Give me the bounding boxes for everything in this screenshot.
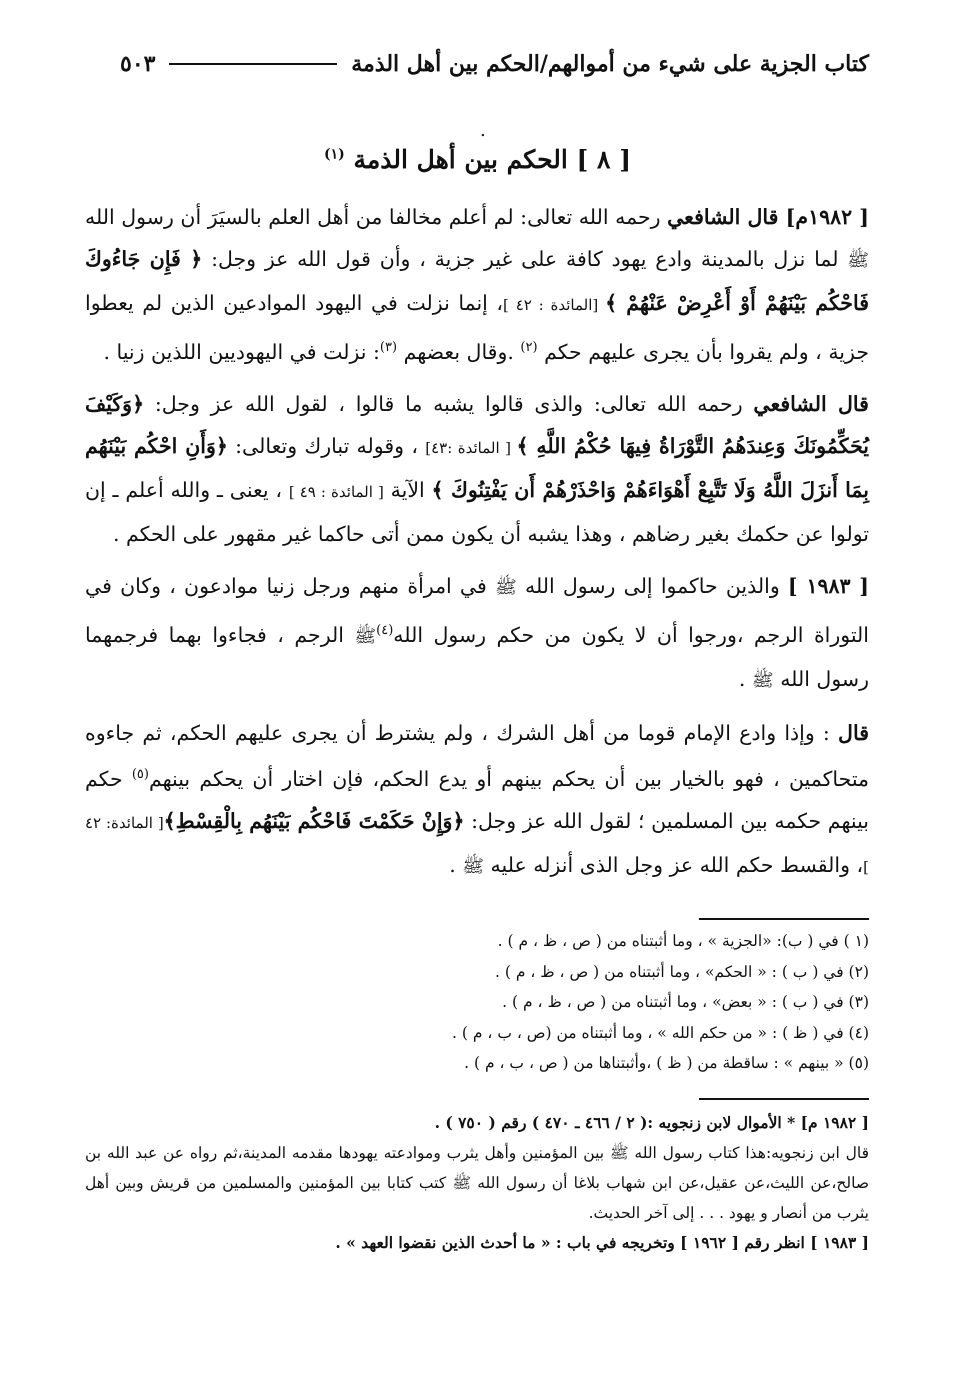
header-rule (169, 63, 337, 65)
verse-reference: [ المائدة: ٤٢ ] (85, 814, 869, 877)
text-run: الآية (383, 478, 432, 503)
footnote-item: (١ ) في ( ب): «الجزية » ، وما أثبتناه من ( ص ، ظ ، م ) . (497, 932, 869, 950)
chapter-title-text: [ ٨ ] الحكم بين أهل الذمة (353, 145, 632, 174)
page-number: ٥٠٣ (120, 51, 156, 77)
footnote-item: (٣) في ( ب ) : « بعض» ، وما أثبتناه من ( ص ، ظ ، م ) . (502, 993, 869, 1011)
paragraph-1982 (85, 196, 869, 373)
footnote-item: (٢) في ( ب ) : « الحكم» ، وما أثبتناه من ( ص ، ظ ، م ) . (495, 962, 869, 981)
text-run: رحمه الله تعالى: لم أعلم مخالفا من أهل العلم بالسيَرَ أن رسول الله (85, 205, 668, 229)
quran-quote: ﴿وَكَيْفَ يُحَكِّمُونَكَ وَعِندَهُمُ التَّوْرَاةُ فِيهَا حُكْمُ اللَّهِ ﴾ (85, 391, 870, 458)
paragraph-shafii (85, 383, 869, 556)
paragraph-1983 (85, 565, 869, 701)
footnote-marker: (٢) (520, 339, 538, 355)
paragraph-label: قال الشافعي (753, 391, 869, 416)
text-run: ، يعنى ـ والله أعلم ـ إن تولوا عن حكمك بغير رضاهم ، وهذا يشبه أن يكون ممن أتى حاكما غير مقهور على الحكم . (85, 478, 869, 547)
text-run: ، وقوله تبارك وتعالى: (227, 433, 426, 458)
verse-reference: [ المائدة : ٤٩ ] (288, 483, 384, 502)
paragraph-qala (85, 712, 869, 889)
source-note-1982: [ ١٩٨٢ م] * الأموال لابن زنجويه :( ٢ / ٤٦٦ ـ ٤٧٠ ) رقم ( ٧٥٠ ) . (434, 1113, 869, 1132)
text-run: .وقال بعضهم (397, 339, 521, 364)
footnote-item: (٤) في ( ظ ) : « من حكم الله » ، وما أثبتناه من (ص ، ب ، م ) . (452, 1023, 869, 1042)
running-header (120, 44, 869, 84)
text-run: . (738, 666, 752, 691)
ornament-dot: . (480, 120, 486, 141)
source-note-commentary: قال ابن زنجويه:هذا كتاب رسول الله ﷺ بين المؤمنين وأهل يثرب وموادعته يهودها مقدمه المدينة،ثم رواه عن عبد الله بن صالح،عن الليث،عن عقيل،عن ابن شهاب بلاغا أن رسول الله ﷺ كتب كتابا بين المؤمنين والمسلمين من قريش وبين أهل يثرب من أنصار و يهود . . . إلى آخر الحديث. (85, 1144, 869, 1222)
verse-reference: [المائدة : ٤٢ ] (503, 296, 606, 315)
text-run: لما نزل بالمدينة وادع يهود كافة على غير جزية ، وأن قول الله عز وجل: (202, 247, 848, 272)
header-title: كتاب الجزية على شيء من أموالهم/الحكم بين أهل الذمة (351, 51, 869, 77)
text-run: . (449, 853, 463, 878)
paragraph-label: [ ١٩٨٣ ] (787, 574, 869, 599)
chapter-footnote-mark: (١) (323, 146, 345, 163)
text-run: : نزلت في اليهوديين اللذين زنيا . (103, 339, 380, 364)
quran-quote: ﴿وَإِنْ حَكَمْتَ فَاحْكُم بَيْنَهُم بِالْقِسْطِ﴾ (163, 809, 465, 834)
text-run: في امرأة منهم ورجل زنيا موادعون ، وكان في التوراة الرجم ،ورجوا أن لا يكون من حكم رسول الله (85, 574, 869, 647)
footnote-separator (699, 918, 869, 920)
footnotes (85, 926, 869, 1079)
footnote-marker: (٥) (131, 767, 149, 783)
footnote-marker: (٣) (379, 339, 398, 355)
verse-reference: [ المائدة :٤٣] (425, 438, 517, 457)
paragraph-label: [ ١٩٨٢م] قال الشافعي (667, 205, 869, 229)
honorific-glyph: ﷺ (495, 577, 517, 599)
text-run: الرجم ، فجاءوا بهما فرجمهما رسول الله (85, 622, 869, 691)
honorific-glyph: ﷺ (354, 625, 377, 647)
text-run: ، والقسط حكم الله عز وجل الذى أنزله عليه (484, 853, 864, 878)
text-run: حكم بينهم حكمه بين المسلمين ؛ لقول الله عز وجل: (85, 766, 869, 834)
footnote-item: (٥) « بينهم » : ساقطة من ( ظ ) ،وأثبتناها من ( ص ، ب ، م ) . (464, 1054, 869, 1072)
text-run: ، إنما نزلت في اليهود الموادعين الذين لم يعطوا جزية ، ولم يقروا بأن يجرى عليهم حكم (85, 291, 869, 364)
main-text (85, 196, 869, 889)
honorific-glyph: ﷺ (462, 856, 485, 878)
text-run: : وإذا وادع الإمام قوما من أهل الشرك ، ولم يشترط أن يجرى عليهم الحكم، ثم جاءوه متحاكمين ، فهو بالخيار بين أن يحكم بينهم أو يدع الحكم، فإن اختار أن يحكم بينهم (85, 720, 869, 791)
honorific-glyph: ﷺ (751, 669, 774, 691)
sources-separator (699, 1098, 869, 1100)
quran-quote: ﴿وَأَنِ احْكُم بَيْنَهُم بِمَا أَنزَلَ اللَّهُ وَلَا تَتَّبِعْ أَهْوَاءَهُمْ وَاحْذَرْهُمْ أَن يَفْتِنُوكَ ﴾ (85, 433, 869, 503)
source-notes (85, 1108, 869, 1258)
footnote-marker: (٤) (376, 622, 394, 638)
honorific-glyph: ﷺ (847, 250, 869, 272)
source-note-1983: [ ١٩٨٣ ] انظر رقم [ ١٩٦٢ ] وتخريجه في باب : « ما أحدث الذين نقضوا العهد » . (335, 1233, 869, 1252)
text-run: والذين حاكموا إلى رسول الله (516, 574, 788, 599)
text-run: رحمه الله تعالى: والذى قالوا يشبه ما قالوا ، لقول الله عز وجل: (144, 391, 754, 416)
chapter-title (0, 145, 955, 174)
paragraph-label: قال (838, 720, 869, 745)
quran-quote: ﴿ فَإِن جَاءُوكَ فَاحْكُم بَيْنَهُمْ أَوْ أَعْرِضْ عَنْهُمْ ﴾ (85, 247, 869, 316)
